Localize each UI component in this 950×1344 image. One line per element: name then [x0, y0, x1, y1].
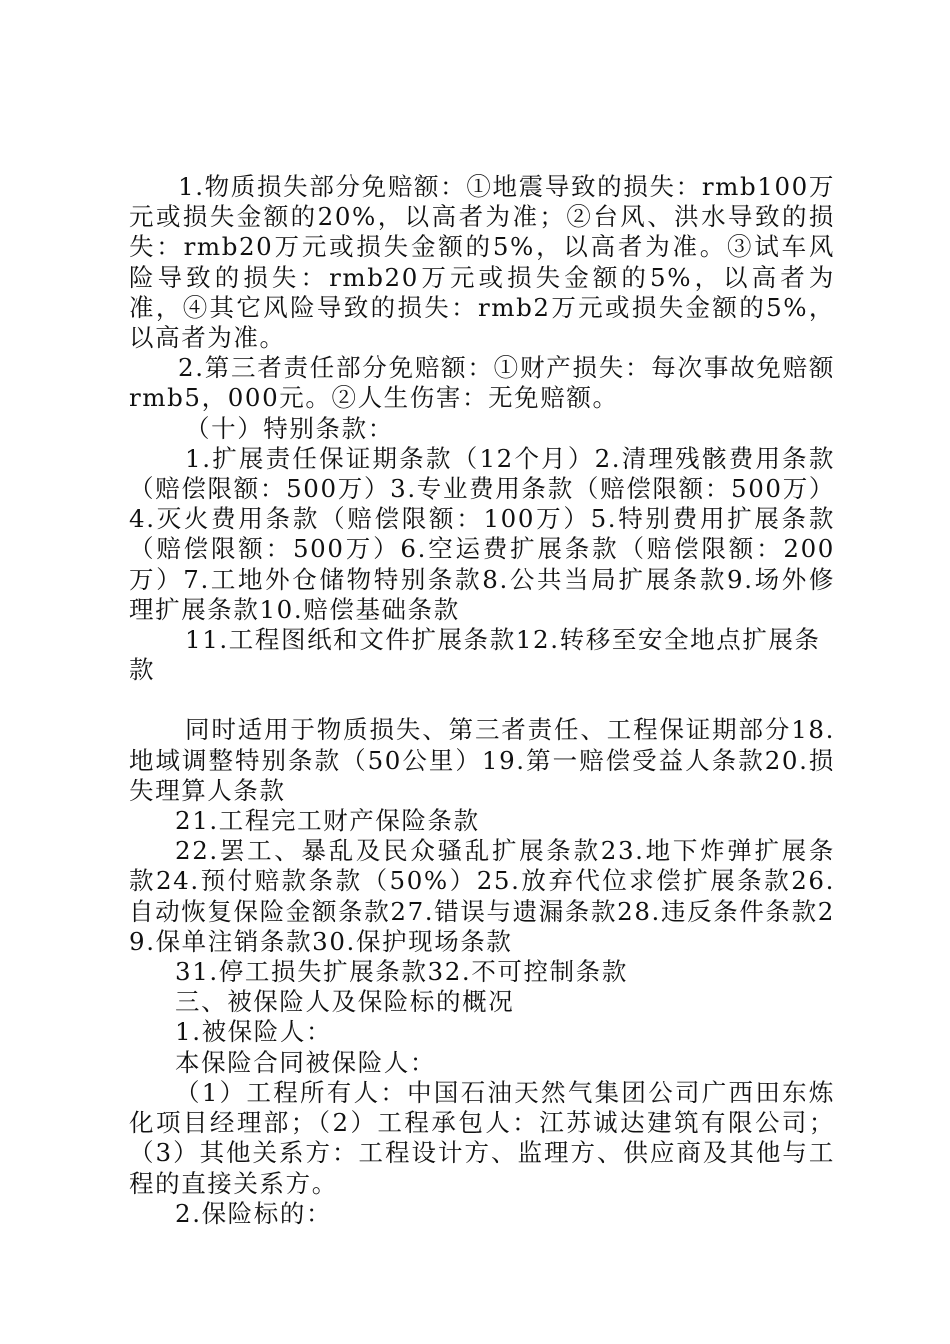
section-heading-insured-overview: 三、被保险人及保险标的概况: [175, 987, 515, 1017]
paragraph-insured-parties: （1）工程所有人：中国石油天然气集团公司广西田东炼化项目经理部；（2）工程承包人：江苏诚达建筑有限公司；（3）其他关系方：工程设计方、监理方、供应商及其他与工程的直接关系方。: [129, 1077, 835, 1198]
subheading-insured-subject: 2.保险标的：: [175, 1198, 333, 1228]
paragraph-property-loss-deductible: 1.物质损失部分免赔额：①地震导致的损失：rmb100万元或损失金额的20%，以高者为准；②台风、洪水导致的损失：rmb20万元或损失金额的5%，以高者为准。③试车风险导致的损失：rmb20万元或损失金额的5%，以高者为准，④其它风险导致的损失：rmb2万元或损失金额的5%，以高者为准。: [129, 172, 835, 353]
section-heading-special-clauses: （十）特别条款：: [185, 413, 394, 443]
subheading-insured: 1.被保险人：: [175, 1017, 333, 1047]
paragraph-special-clauses-31-32: 31.停工损失扩展条款32.不可控制条款: [175, 957, 628, 987]
paragraph-gap: [129, 685, 835, 715]
paragraph-special-clauses-18-20: 同时适用于物质损失、第三者责任、工程保证期部分18.地域调整特别条款（50公里）19.第一赔偿受益人条款20.损失理算人条款: [129, 715, 835, 805]
paragraph-third-party-deductible: 2.第三者责任部分免赔额：①财产损失：每次事故免赔额rmb5，000元。②人生伤害：无免赔额。: [129, 353, 835, 413]
document-body: [129, 172, 835, 1229]
paragraph-special-clauses-11-12: 11.工程图纸和文件扩展条款12.转移至安全地点扩展条款: [129, 625, 821, 685]
paragraph-special-clause-21: 21.工程完工财产保险条款: [175, 806, 480, 836]
paragraph-special-clauses-22-30: 22.罢工、暴乱及民众骚乱扩展条款23.地下炸弹扩展条款24.预付赔款条款（50%）25.放弃代位求偿扩展条款26.自动恢复保险金额条款27.错误与遗漏条款28.违反条件条款29.保单注销条款30.保护现场条款: [129, 836, 835, 956]
paragraph-special-clauses-1-10: 1.扩展责任保证期条款（12个月）2.清理残骸费用条款（赔偿限额：500万）3.专业费用条款（赔偿限额：500万）4.灭火费用条款（赔偿限额：100万）5.特别费用扩展条款（赔偿限额：500万）6.空运费扩展条款（赔偿限额：200万）7.工地外仓储物特别条款8.公共当局扩展条款9.场外修理扩展条款10.赔偿基础条款: [129, 443, 835, 624]
paragraph-insured-intro: 本保险合同被保险人：: [175, 1047, 436, 1077]
